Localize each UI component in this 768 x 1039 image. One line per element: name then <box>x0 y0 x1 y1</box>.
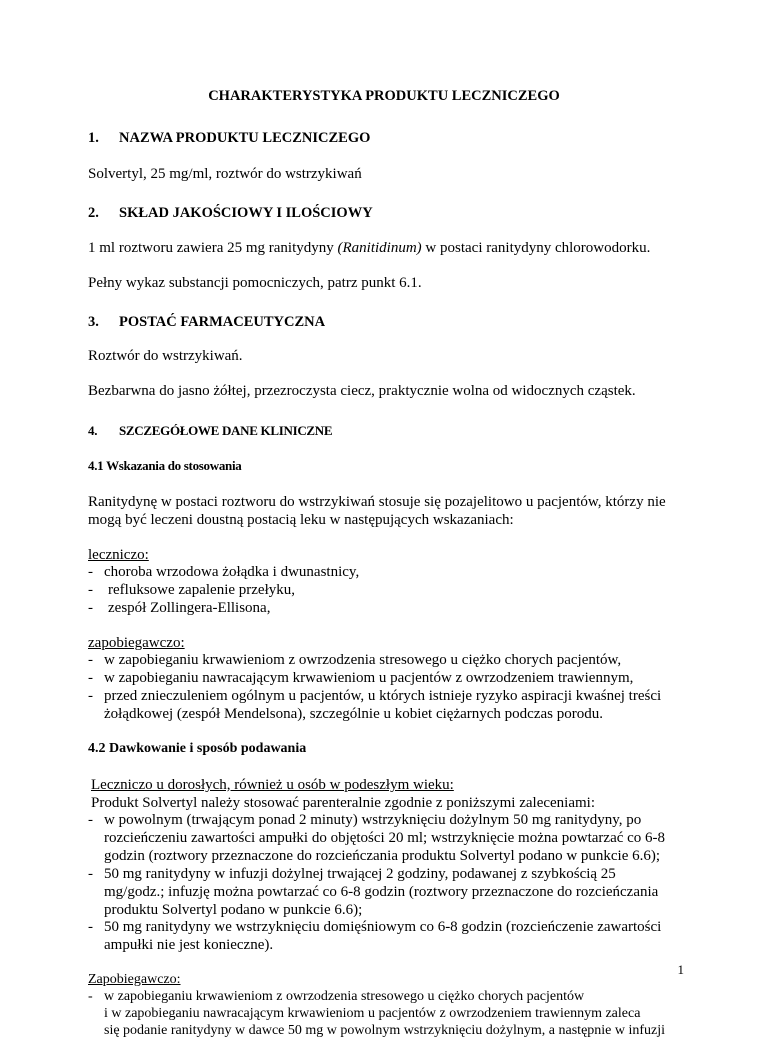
excipients-text: Pełny wykaz substancji pomocniczych, patrz punkt 6.1. <box>88 275 422 291</box>
dosing-line: 50 mg ranitydyny we wstrzyknięciu domięśniowym co 6-8 godzin (rozcieńczenie zawartości <box>104 919 662 935</box>
dosing-line: w powolnym (trwającym ponad 2 minuty) wstrzyknięciu dożylnym 50 mg ranitydyny, po <box>104 812 642 828</box>
list-dash: - <box>88 582 93 598</box>
form-text: Roztwór do wstrzykiwań. <box>88 348 243 364</box>
section-1-title: NAZWA PRODUKTU LECZNICZEGO <box>119 130 371 146</box>
list-item: w zapobieganiu krwawieniom z owrzodzenia stresowego u ciężko chorych pacjentów, <box>104 652 622 668</box>
list-dash: - <box>88 670 93 686</box>
section-1-number: 1. <box>88 130 99 146</box>
preventive-heading: zapobiegawczo: <box>88 635 185 651</box>
document-title: CHARAKTERYSTYKA PRODUKTU LECZNICZEGO <box>208 88 560 104</box>
indications-intro-line-1: Ranitydynę w postaci roztworu do wstrzykiwań stosuje się pozajelitowo u pacjentów, którzy nie <box>88 494 666 510</box>
section-3-title: POSTAĆ FARMACEUTYCZNA <box>119 314 326 330</box>
list-item: przed znieczuleniem ogólnym u pacjentów, u których istnieje ryzyko aspiracji kwaśnej treści <box>104 688 662 704</box>
list-dash: - <box>88 812 93 828</box>
section-2-number: 2. <box>88 205 99 221</box>
list-dash: - <box>88 919 93 935</box>
dosing-line: ampułki nie jest konieczne). <box>104 937 274 953</box>
section-4-title: SZCZEGÓŁOWE DANE KLINICZNE <box>119 423 333 438</box>
dosing-line: 50 mg ranitydyny w infuzji dożylnej trwającej 2 godziny, podawanej z szybkością 25 <box>104 866 616 882</box>
section-4-number: 4. <box>88 423 98 438</box>
section-4-2-title: 4.2 Dawkowanie i sposób podawania <box>88 741 307 756</box>
section-4-1-title: 4.1 Wskazania do stosowania <box>88 458 242 473</box>
list-dash: - <box>88 989 93 1004</box>
section-2-title: SKŁAD JAKOŚCIOWY I ILOŚCIOWY <box>119 205 373 221</box>
therapeutic-heading: leczniczo: <box>88 547 149 563</box>
composition-text-a: 1 ml roztworu zawiera 25 mg ranitydyny <box>88 240 338 256</box>
composition-text-c: w postaci ranitydyny chlorowodorku. <box>421 240 651 256</box>
adult-dosing-heading: Leczniczo u dorosłych, również u osób w podeszłym wieku: <box>91 777 454 793</box>
page-number: 1 <box>677 962 684 977</box>
list-dash: - <box>88 866 93 882</box>
composition-paragraph <box>88 240 650 257</box>
list-dash: - <box>88 652 93 668</box>
dosing-line: się podanie ranitydyny w dawce 50 mg w powolnym wstrzyknięciu dożylnym, a następnie w infuzji <box>104 1023 666 1038</box>
list-item: zespół Zollingera-Ellisona, <box>108 600 271 616</box>
list-item-continued: żołądkowej (zespół Mendelsona), szczególnie u kobiet ciężarnych podczas porodu. <box>104 706 603 722</box>
preventive-dosing-heading: Zapobiegawczo: <box>88 972 181 987</box>
dosing-line: i w zapobieganiu nawracającym krwawieniom u pacjentów z owrzodzeniem trawiennym zaleca <box>104 1006 641 1021</box>
product-name-text: Solvertyl, 25 mg/ml, roztwór do wstrzykiwań <box>88 166 362 182</box>
section-3-number: 3. <box>88 314 99 330</box>
description-text: Bezbarwna do jasno żółtej, przezroczysta ciecz, praktycznie wolna od widocznych cząstek. <box>88 383 636 399</box>
list-item: choroba wrzodowa żołądka i dwunastnicy, <box>104 564 360 580</box>
list-item: refluksowe zapalenie przełyku, <box>108 582 295 598</box>
indications-intro-line-2: mogą być leczeni doustną postacią leku w następujących wskazaniach: <box>88 512 514 528</box>
dosing-intro: Produkt Solvertyl należy stosować parenteralnie zgodnie z poniższymi zaleceniami: <box>91 795 595 811</box>
dosing-line: mg/godz.; infuzję można powtarzać co 6-8 godzin (roztwory przeznaczone do rozcieńczania <box>104 884 659 900</box>
dosing-line: rozcieńczeniu zawartości ampułki do objętości 20 ml; wstrzyknięcie można powtarzać co 6-8 <box>104 830 666 846</box>
dosing-line: godzin (roztwory przeznaczone do rozcieńczania produktu Solvertyl podano w punkcie 6.6); <box>104 848 661 864</box>
dosing-line: produktu Solvertyl podano w punkcie 6.6); <box>104 902 363 918</box>
list-dash: - <box>88 564 93 580</box>
list-dash: - <box>88 688 93 704</box>
composition-latin-name: (Ranitidinum) <box>337 240 422 256</box>
dosing-line: w zapobieganiu krwawieniom z owrzodzenia stresowego u ciężko chorych pacjentów <box>104 989 585 1004</box>
list-dash: - <box>88 600 93 616</box>
list-item: w zapobieganiu nawracającym krwawieniom u pacjentów z owrzodzeniem trawiennym, <box>104 670 634 686</box>
